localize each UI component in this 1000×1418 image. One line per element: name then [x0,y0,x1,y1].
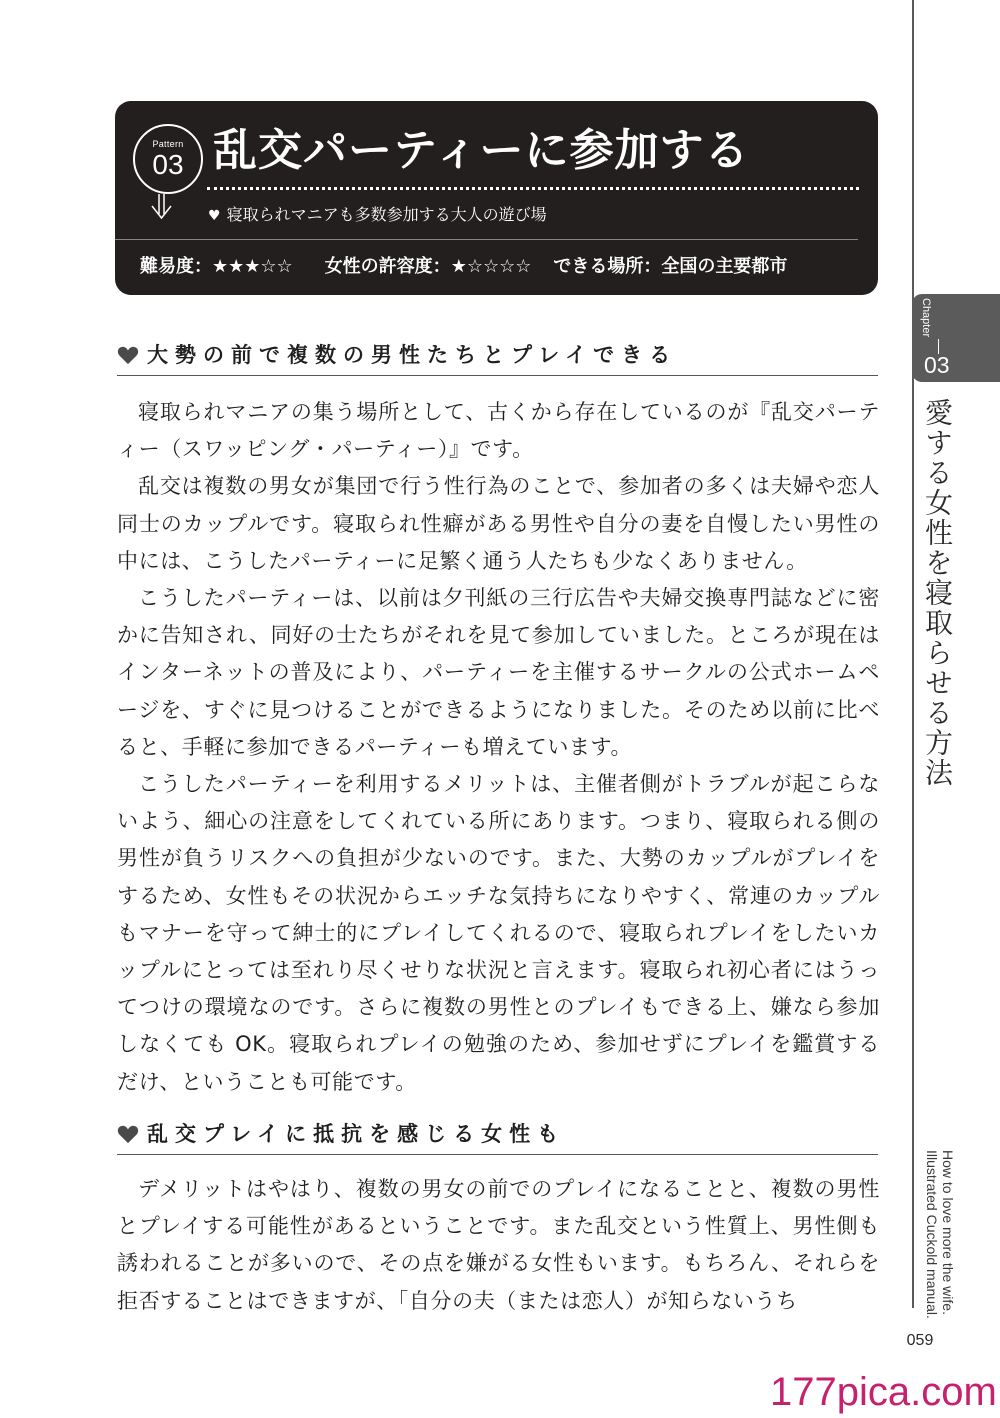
tagline-line-1: How to love more the wife. [940,1150,956,1315]
chapter-title: 愛する女性を寝取らせる方法 [921,398,954,788]
section-heading-1 [117,341,878,376]
difficulty-label: 難易度： [140,256,212,277]
paragraph: 寝取られマニアの集う場所として、古くから存在しているのが『乱交パーティー（スワッピング・パーティー）』です。 [117,400,880,462]
heart-icon: ♥ [208,208,221,224]
tagline-line-2: Illustrated Cuckold manual. [924,1150,940,1319]
page-number: 059 [906,1332,934,1349]
paragraph: デメリットはやはり、複数の男女の前でのプレイになることと、複数の男性とプレイする可能性があるということです。また乱交という性質上、男性側も誘われることが多いので、その点を嫌がる女性もいます。もちろん、それらを拒否することはできますが、「自分の夫（または恋人）が知らないうち [117,1177,880,1313]
location-value: 全国の主要都市 [661,256,788,277]
paragraph: こうしたパーティーを利用するメリットは、主催者側がトラブルが起こらないよう、細心の注意をしてくれている所にあります。つまり、寝取られる側の男性が負うリスクへの負担が少ないのです。また、大勢のカップルがプレイをするため、女性もその状況からエッチな気持ちになりやすく、常連のカップルもマナーを守って紳士的にプレイしてくれるので、寝取られプレイをしたいカップルにとっては至れり尽くせりな状況と言えます。寝取られ初心者にはうってつけの環境なのです。さらに複数の男性とのプレイもできる上、嫌なら参加しなくても OK。寝取られプレイの勉強のため、参加せずにプレイを鑑賞するだけ、ということも可能です。 [117,772,880,1094]
chapter-number: 03 [924,352,950,378]
pattern-number: 03 [152,149,184,180]
book-tagline [922,1150,956,1319]
heart-icon [117,1124,139,1144]
subtitle-text: 寝取られマニアも多数参加する大人の遊び場 [226,205,547,224]
ratings-row [140,254,787,280]
banner-divider [115,239,858,240]
page-title: 乱交パーティーに参加する [213,125,750,176]
down-arrow-icon [151,194,185,220]
tolerance-label: 女性の許容度： [324,256,451,277]
tolerance-stars: ★☆☆☆☆ [450,256,532,277]
paragraph: 乱交は複数の男女が集団で行う性行為のことで、参加者の多くは夫婦や恋人同士のカップルです。寝取られ性癖がある男性や自分の妻を自慢したい男性の中には、こうしたパーティーに足繁く通う人たちも少なくありません。 [117,474,880,573]
dotted-divider [207,187,859,190]
section-1-body [117,394,880,1101]
margin-rule [912,0,914,1308]
section-heading-text: 大勢の前で複数の男性たちとプレイできる [147,343,678,367]
section-heading-text: 乱交プレイに抵抗を感じる女性も [147,1122,566,1146]
pattern-header-banner [115,101,878,295]
difficulty-stars: ★★★☆☆ [212,256,293,277]
subtitle [208,204,547,227]
section-2-body [117,1171,880,1320]
paragraph: こうしたパーティーは、以前は夕刊紙の三行広告や夫婦交換専門誌などに密かに告知され、同好の士たちがそれを見て参加していました。ところが現在はインターネットの普及により、パーティーを主催するサークルの公式ホームページを、すぐに見つけることができるようになりました。そのため以前に比べると、手軽に参加できるパーティーも増えています。 [117,586,880,759]
section-heading-2 [117,1120,878,1155]
chapter-label: Chapter [920,298,932,338]
pattern-badge [133,124,203,194]
heart-icon [117,345,139,365]
watermark[interactable]: 177pica.com [770,1370,997,1414]
location-label: できる場所： [553,256,662,277]
pattern-label: Pattern [152,139,184,149]
